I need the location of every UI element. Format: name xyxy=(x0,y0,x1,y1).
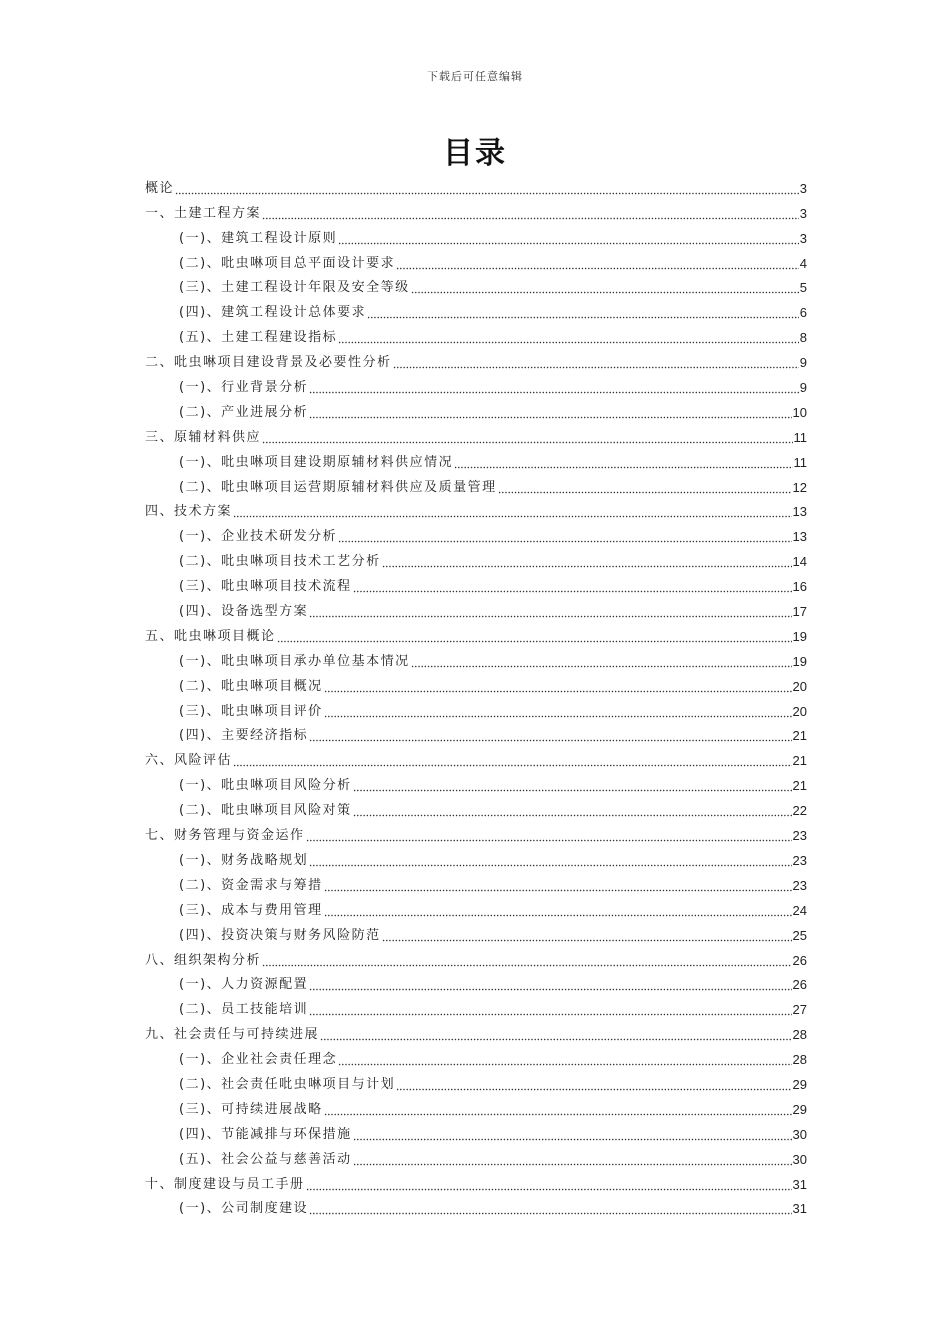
dot-leader xyxy=(324,681,792,693)
toc-entry-title: (二)、吡虫啉项目概况 xyxy=(179,678,323,694)
dot-leader xyxy=(338,332,799,344)
dot-leader xyxy=(498,482,792,494)
toc-entry-page-number: 19 xyxy=(792,653,807,669)
toc-entry[interactable] xyxy=(145,274,807,299)
toc-entry-title: 三、原辅材料供应 xyxy=(145,429,262,445)
toc-entry-title: (一)、行业背景分析 xyxy=(179,380,309,396)
toc-entry-page-number: 31 xyxy=(792,1201,807,1217)
dot-leader xyxy=(262,432,792,444)
toc-entry-page-number: 21 xyxy=(792,778,807,794)
toc-entry-page-number: 8 xyxy=(799,330,807,346)
dot-leader xyxy=(262,955,792,967)
toc-entry-page-number: 4 xyxy=(799,255,807,271)
toc-entry[interactable] xyxy=(145,1195,807,1220)
toc-entry-title: (四)、主要经济指标 xyxy=(179,728,309,744)
toc-entry-page-number: 16 xyxy=(792,579,807,595)
toc-entry[interactable] xyxy=(145,348,807,373)
toc-entry-page-number: 9 xyxy=(799,355,807,371)
toc-entry-title: 七、财务管理与资金运作 xyxy=(145,828,305,844)
toc-entry-title: (一)、吡虫啉项目建设期原辅材料供应情况 xyxy=(179,454,454,470)
dot-leader xyxy=(324,706,792,718)
toc-entry-title: (三)、吡虫啉项目技术流程 xyxy=(179,579,352,595)
dot-leader xyxy=(353,805,792,817)
toc-entry-page-number: 23 xyxy=(792,852,807,868)
toc-entry[interactable] xyxy=(145,597,807,622)
dot-leader xyxy=(324,880,792,892)
dot-leader xyxy=(411,282,799,294)
toc-entry[interactable] xyxy=(145,1145,807,1170)
toc-entry-page-number: 5 xyxy=(799,280,807,296)
toc-entry-title: (二)、社会责任吡虫啉项目与计划 xyxy=(179,1076,396,1092)
dot-leader xyxy=(396,1079,791,1091)
toc-entry[interactable] xyxy=(145,174,807,199)
toc-entry[interactable] xyxy=(145,249,807,274)
toc-entry-page-number: 29 xyxy=(792,1101,807,1117)
toc-entry-page-number: 28 xyxy=(792,1027,807,1043)
toc-entry-title: 六、风险评估 xyxy=(145,753,233,769)
toc-entry-page-number: 13 xyxy=(792,529,807,545)
toc-entry-title: 概论 xyxy=(145,180,175,196)
toc-entry[interactable] xyxy=(145,896,807,921)
toc-entry-page-number: 24 xyxy=(792,902,807,918)
toc-entry[interactable] xyxy=(145,323,807,348)
toc-entry-page-number: 3 xyxy=(799,180,807,196)
dot-leader xyxy=(353,581,792,593)
toc-entry-page-number: 12 xyxy=(792,479,807,495)
toc-entry-page-number: 13 xyxy=(792,504,807,520)
dot-leader xyxy=(382,556,792,568)
dot-leader xyxy=(396,258,799,270)
toc-entry[interactable] xyxy=(145,547,807,572)
header-note: 下载后可任意编辑 xyxy=(427,70,523,83)
dot-leader xyxy=(233,755,792,767)
toc-entry-title: (一)、财务战略规划 xyxy=(179,852,309,868)
toc-entry-title: (三)、土建工程设计年限及安全等级 xyxy=(179,280,410,296)
toc-entry-title: (一)、吡虫啉项目承办单位基本情况 xyxy=(179,653,410,669)
toc-entry[interactable] xyxy=(145,423,807,448)
dot-leader xyxy=(324,1104,792,1116)
toc-entry-page-number: 30 xyxy=(792,1151,807,1167)
toc-entry-page-number: 20 xyxy=(792,678,807,694)
toc-entry[interactable] xyxy=(145,921,807,946)
toc-entry-title: 一、土建工程方案 xyxy=(145,205,262,221)
dot-leader xyxy=(175,183,799,195)
toc-entry-page-number: 23 xyxy=(792,828,807,844)
toc-entry-title: 九、社会责任与可持续进展 xyxy=(145,1027,320,1043)
toc-entry-page-number: 26 xyxy=(792,952,807,968)
toc-entry-title: 四、技术方案 xyxy=(145,504,233,520)
toc-entry-page-number: 21 xyxy=(792,728,807,744)
toc-entry-page-number: 20 xyxy=(792,703,807,719)
toc-entry[interactable] xyxy=(145,672,807,697)
toc-entry-title: (三)、吡虫啉项目评价 xyxy=(179,703,323,719)
toc-entry-title: (三)、可持续进展战略 xyxy=(179,1101,323,1117)
toc-entry-page-number: 3 xyxy=(799,205,807,221)
dot-leader xyxy=(411,656,792,668)
toc-entry[interactable] xyxy=(145,448,807,473)
toc-entry-page-number: 6 xyxy=(799,305,807,321)
toc-entry[interactable] xyxy=(145,298,807,323)
dot-leader xyxy=(338,531,791,543)
toc-entry[interactable] xyxy=(145,697,807,722)
toc-entry-page-number: 19 xyxy=(792,628,807,644)
toc-entry[interactable] xyxy=(145,498,807,523)
toc-entry-title: (四)、建筑工程设计总体要求 xyxy=(179,305,367,321)
toc-entry-title: (四)、设备选型方案 xyxy=(179,604,309,620)
dot-leader xyxy=(309,1203,791,1215)
toc-entry[interactable] xyxy=(145,398,807,423)
toc-entry-title: (二)、吡虫啉项目技术工艺分析 xyxy=(179,554,381,570)
toc-entry[interactable] xyxy=(145,871,807,896)
toc-entry-title: (一)、企业技术研发分析 xyxy=(179,529,338,545)
toc-entry-title: (四)、投资决策与财务风险防范 xyxy=(179,927,381,943)
toc-entry-title: (一)、公司制度建设 xyxy=(179,1201,309,1217)
toc-entry[interactable] xyxy=(145,946,807,971)
toc-entry-title: 八、组织架构分析 xyxy=(145,952,262,968)
toc-entry-page-number: 9 xyxy=(799,380,807,396)
toc-entry-page-number: 21 xyxy=(792,753,807,769)
dot-leader xyxy=(309,730,791,742)
toc-entry-title: (二)、吡虫啉项目风险对策 xyxy=(179,803,352,819)
toc-entry[interactable] xyxy=(145,572,807,597)
toc-entry-title: (二)、吡虫啉项目总平面设计要求 xyxy=(179,255,396,271)
toc-entry-page-number: 27 xyxy=(792,1002,807,1018)
toc-title: 目录 xyxy=(443,136,507,171)
toc-entry-title: (二)、产业进展分析 xyxy=(179,404,309,420)
toc-entry-title: (二)、吡虫啉项目运营期原辅材料供应及质量管理 xyxy=(179,479,497,495)
toc-entry-title: (五)、土建工程建设指标 xyxy=(179,330,338,346)
toc-entry-title: (二)、员工技能培训 xyxy=(179,1002,309,1018)
toc-entry[interactable] xyxy=(145,846,807,871)
toc-entry[interactable] xyxy=(145,1020,807,1045)
toc-entry-title: (一)、人力资源配置 xyxy=(179,977,309,993)
toc-entry[interactable] xyxy=(145,746,807,771)
toc-entry-page-number: 14 xyxy=(792,554,807,570)
toc-entry-page-number: 30 xyxy=(792,1126,807,1142)
toc-entry[interactable] xyxy=(145,199,807,224)
dot-leader xyxy=(309,407,791,419)
toc-entry-page-number: 22 xyxy=(792,803,807,819)
dot-leader xyxy=(309,855,791,867)
toc-entry-page-number: 11 xyxy=(793,454,807,470)
dot-leader xyxy=(338,233,799,245)
toc-entry[interactable] xyxy=(145,995,807,1020)
dot-leader xyxy=(309,382,799,394)
dot-leader xyxy=(454,457,792,469)
toc-entry-title: (一)、企业社会责任理念 xyxy=(179,1052,338,1068)
dot-leader xyxy=(320,1029,792,1041)
toc-entry[interactable] xyxy=(145,821,807,846)
dot-leader xyxy=(262,208,799,220)
toc-entry-title: (四)、节能减排与环保措施 xyxy=(179,1126,352,1142)
toc-entry-title: 二、吡虫啉项目建设背景及必要性分析 xyxy=(145,355,392,371)
dot-leader xyxy=(324,905,792,917)
dot-leader xyxy=(353,1154,792,1166)
dot-leader xyxy=(306,830,792,842)
dot-leader xyxy=(306,1179,792,1191)
dot-leader xyxy=(277,631,792,643)
toc-entry-title: 十、制度建设与员工手册 xyxy=(145,1176,305,1192)
toc-entry[interactable] xyxy=(145,1045,807,1070)
toc-entry-title: (二)、资金需求与筹措 xyxy=(179,877,323,893)
toc-entry[interactable] xyxy=(145,1070,807,1095)
toc-entry-page-number: 17 xyxy=(792,604,807,620)
toc-entry[interactable] xyxy=(145,373,807,398)
toc-entry[interactable] xyxy=(145,1095,807,1120)
dot-leader xyxy=(309,979,791,991)
dot-leader xyxy=(353,1129,792,1141)
dot-leader xyxy=(353,780,792,792)
toc-entry-page-number: 10 xyxy=(792,404,807,420)
toc-entry-title: (一)、建筑工程设计原则 xyxy=(179,230,338,246)
toc-entry-page-number: 26 xyxy=(792,977,807,993)
dot-leader xyxy=(309,1004,791,1016)
dot-leader xyxy=(233,506,792,518)
dot-leader xyxy=(309,606,791,618)
dot-leader xyxy=(338,1054,791,1066)
toc-entry[interactable] xyxy=(145,1170,807,1195)
toc-entry-page-number: 29 xyxy=(792,1076,807,1092)
toc-entry[interactable] xyxy=(145,1120,807,1145)
toc-entry-page-number: 28 xyxy=(792,1052,807,1068)
toc-entry-title: (三)、成本与费用管理 xyxy=(179,902,323,918)
toc-entry[interactable] xyxy=(145,473,807,498)
dot-leader xyxy=(382,930,792,942)
toc-entry[interactable] xyxy=(145,622,807,647)
toc-entry-page-number: 3 xyxy=(799,230,807,246)
table-of-contents xyxy=(145,174,807,1219)
toc-entry[interactable] xyxy=(145,647,807,672)
toc-entry[interactable] xyxy=(145,722,807,747)
toc-entry-page-number: 11 xyxy=(793,429,807,445)
dot-leader xyxy=(393,357,799,369)
toc-entry[interactable] xyxy=(145,971,807,996)
toc-entry[interactable] xyxy=(145,771,807,796)
toc-entry-title: (一)、吡虫啉项目风险分析 xyxy=(179,778,352,794)
toc-entry-page-number: 31 xyxy=(792,1176,807,1192)
toc-entry-page-number: 25 xyxy=(792,927,807,943)
toc-entry-title: (五)、社会公益与慈善活动 xyxy=(179,1151,352,1167)
toc-entry-page-number: 23 xyxy=(792,877,807,893)
dot-leader xyxy=(367,307,799,319)
toc-entry-title: 五、吡虫啉项目概论 xyxy=(145,628,276,644)
toc-entry[interactable] xyxy=(145,796,807,821)
toc-entry[interactable] xyxy=(145,522,807,547)
toc-entry[interactable] xyxy=(145,224,807,249)
